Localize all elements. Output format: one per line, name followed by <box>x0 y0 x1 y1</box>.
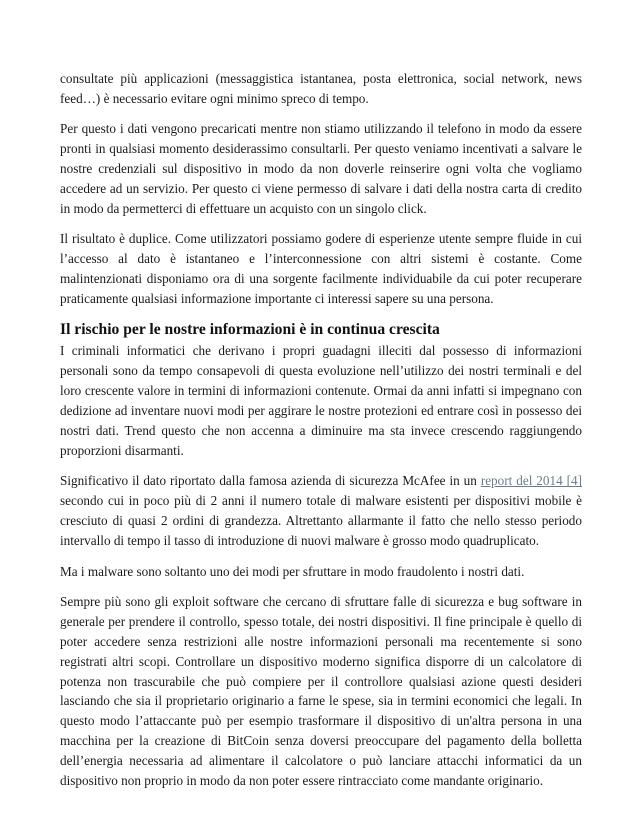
mcafee-report-link[interactable]: report del 2014 [4] <box>480 473 582 489</box>
paragraph-3: Il risultato è duplice. Come utilizzatori possiamo godere di esperienze utente sempre fluide in cui l’accesso al dato è istantaneo e l’interconnessione con altri sistemi è costante. Come malintenzionati disponiamo ora di una sorgente facilmente individuabile da cui poter recuperare praticamente qualsiasi informazione importante ci interessi sapere su una persona. <box>60 231 582 307</box>
paragraph-2: Per questo i dati vengono precaricati mentre non stiamo utilizzando il telefono in modo da essere pronti in qualsiasi momento desiderassimo consultarli. Per questo veniamo incentivati a salvare le nostre credenziali sul dispositivo in modo da non doverle reinserire ogni volta che vogliamo accedere ad un servizio. Per questo ci viene permesso di salvare i dati della nostra carta di credito in modo da permetterci di effettuare un acquisto con un singolo click. <box>60 121 582 216</box>
paragraph-5-text-after: secondo cui in poco più di 2 anni il numero totale di malware esistenti per dispositivi mobile è cresciuto di quasi 2 ordini di grandezza. Altrettanto allarmante il fatto che nello stesso periodo intervallo di tempo il tasso di introduzione di nuovi malware è grosso modo quadruplicato. <box>60 493 582 549</box>
paragraph-1: consultate più applicazioni (messaggistica istantanea, posta elettronica, social network, news feed…) è necessario evitare ogni minimo spreco di tempo. <box>60 71 582 106</box>
paragraph-4: I criminali informatici che derivano i propri guadagni illeciti dal possesso di informazioni personali sono da tempo consapevoli di questa evoluzione nell’utilizzo dei nostri terminali e del loro crescente valore in termini di informazioni contenute. Ormai da anni infatti si impegnano con dedizione ad inventare nuovi modi per aggirare le nostre protezioni ed entrare così in possesso dei nostri dati. Trend questo che non accenna a diminuire ma sta invece crescendo raggiungendo proporzioni disarmanti. <box>60 343 582 458</box>
paragraph-5 <box>60 471 582 551</box>
paragraph-6: Ma i malware sono soltanto uno dei modi per sfruttare in modo fraudolento i nostri dati. <box>60 563 525 579</box>
paragraph-7: Sempre più sono gli exploit software che cercano di sfruttare falle di sicurezza e bug software in generale per prendere il controllo, spesso totale, dei nostri dispositivi. Il fine principale è quello di poter accedere senza restrizioni alle nostre informazioni personali ma recentemente si sono registrati altri scopi. Controllare un dispositivo moderno significa disporre di un calcolatore di potenza non trascurabile che può compiere per il controllore qualsiasi azione questi desideri lasciando che sia il proprietario originario a farne le spese, sia in termini economici che legali. In questo modo l’attaccante può per esempio trasformare il dispositivo di un'altra persona in una macchina per la creazione di BitCoin senza doversi preoccupare del pagamento della bolletta dell’energia necessaria ad alimentare il calcolatore o può lanciare attacchi informatici da un dispositivo non proprio in modo da non poter essere rintracciato come mandante originario. <box>60 593 582 789</box>
section-heading: Il rischio per le nostre informazioni è in continua crescita <box>60 321 440 339</box>
paragraph-5-text-before: Significativo il dato riportato dalla famosa azienda di sicurezza McAfee in un <box>60 473 481 489</box>
